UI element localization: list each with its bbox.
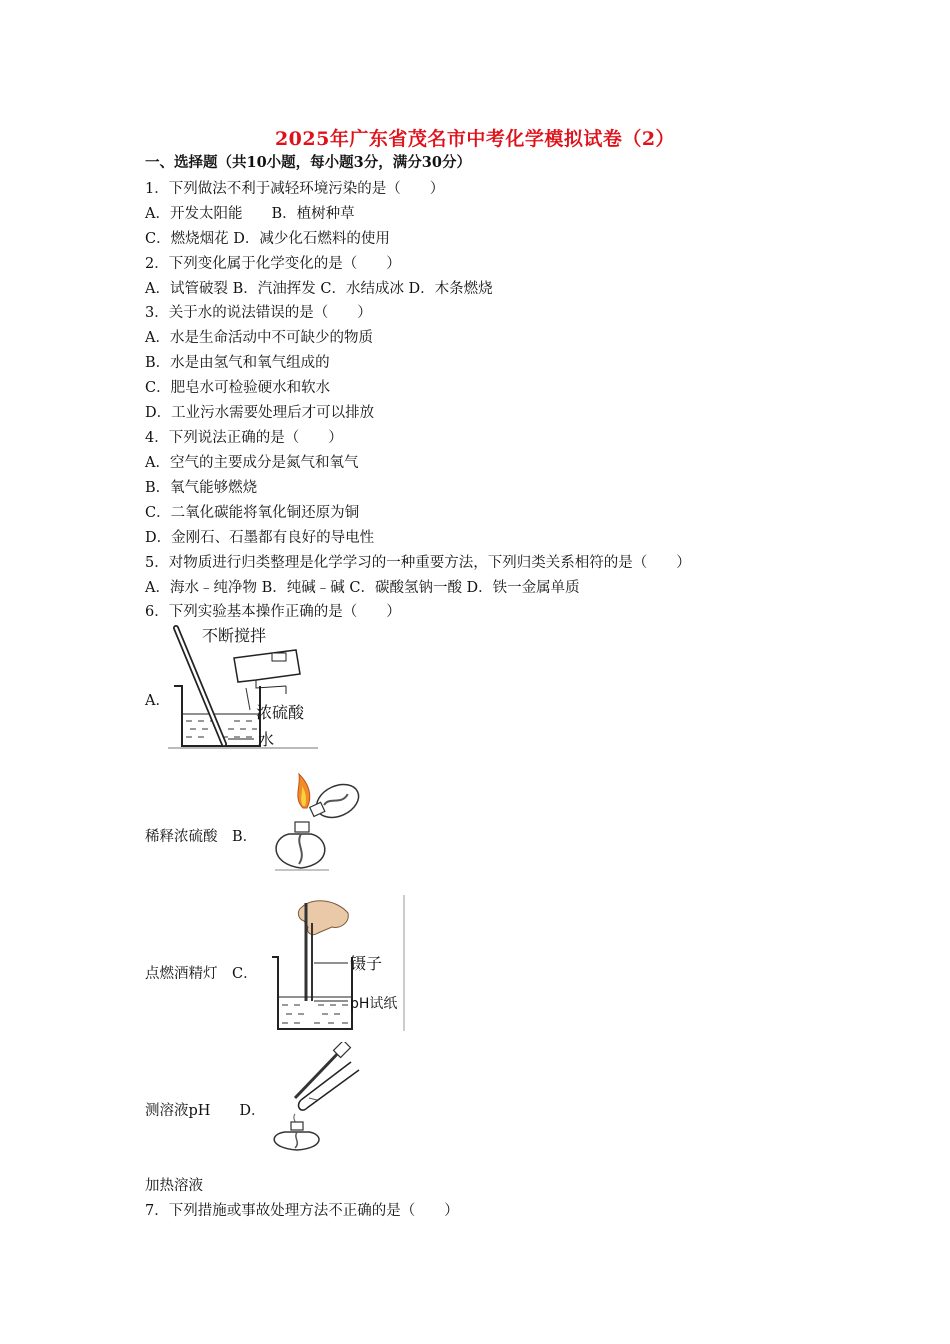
question-6-stem: 6．下列实验基本操作正确的是（ ） xyxy=(145,604,401,620)
label-ph-paper: pH试纸 xyxy=(350,996,398,1012)
question-5-options: A．海水﹣纯净物 B．纯碱﹣碱 C．碳酸氢钠一酸 D．铁一金属单质 xyxy=(145,580,580,596)
question-4-option-d: D．金刚石、石墨都有良好的导电性 xyxy=(145,530,375,546)
question-6-option-c-text: 点燃酒精灯 C． xyxy=(145,966,258,982)
figure-dilute-acid xyxy=(168,622,328,752)
question-3-stem: 3．关于水的说法错误的是（ ） xyxy=(145,305,372,321)
question-3-option-a: A．水是生命活动中不可缺少的物质 xyxy=(145,330,373,346)
question-7-stem: 7．下列措施或事故处理方法不正确的是（ ） xyxy=(145,1203,459,1219)
question-4-stem: 4．下列说法正确的是（ ） xyxy=(145,430,343,446)
question-4-option-b: B．氧气能够燃烧 xyxy=(145,480,258,496)
question-6-option-d-text: 测溶液pH D． xyxy=(145,1103,266,1119)
question-6-trailing-caption: 加热溶液 xyxy=(145,1178,203,1194)
question-4-option-a: A．空气的主要成分是氮气和氧气 xyxy=(145,455,359,471)
label-stir-continuously: 不断搅拌 xyxy=(202,626,267,645)
question-2-options: A．试管破裂 B．汽油挥发 C．水结成冰 D．木条燃烧 xyxy=(145,281,493,297)
question-3-option-c: C．肥皂水可检验硬水和软水 xyxy=(145,380,331,396)
question-3-option-b: B．水是由氢气和氧气组成的 xyxy=(145,355,330,371)
question-4-option-c: C．二氧化碳能将氧化铜还原为铜 xyxy=(145,505,360,521)
label-tweezers: 镊子 xyxy=(350,954,383,973)
question-3-option-d: D．工业污水需要处理后才可以排放 xyxy=(145,405,375,421)
section-heading: 一、选择题（共10小题，每小题3分，满分30分） xyxy=(145,154,471,171)
question-2-stem: 2．下列变化属于化学变化的是（ ） xyxy=(145,256,401,272)
exam-title: 2025年广东省茂名市中考化学模拟试卷（2） xyxy=(274,128,676,150)
figure-heating-tube xyxy=(265,1042,385,1152)
figure-alcohol-lamps xyxy=(265,768,365,878)
label-water: 水 xyxy=(258,730,275,749)
figure-ph-test xyxy=(266,893,411,1035)
question-6-option-a-marker: A． xyxy=(145,693,170,709)
question-5-stem: 5．对物质进行归类整理是化学学习的一种重要方法，下列归类关系相符的是（ ） xyxy=(145,555,691,571)
label-concentrated-acid: 浓硫酸 xyxy=(256,703,305,722)
question-1-options-cd: C．燃烧烟花 D．减少化石燃料的使用 xyxy=(145,231,390,247)
question-1-options-ab: A．开发太阳能 B．植树种草 xyxy=(145,206,355,222)
question-1-stem: 1．下列做法不利于减轻环境污染的是（ ） xyxy=(145,181,445,197)
question-6-option-b-text: 稀释浓硫酸 B． xyxy=(145,829,258,845)
